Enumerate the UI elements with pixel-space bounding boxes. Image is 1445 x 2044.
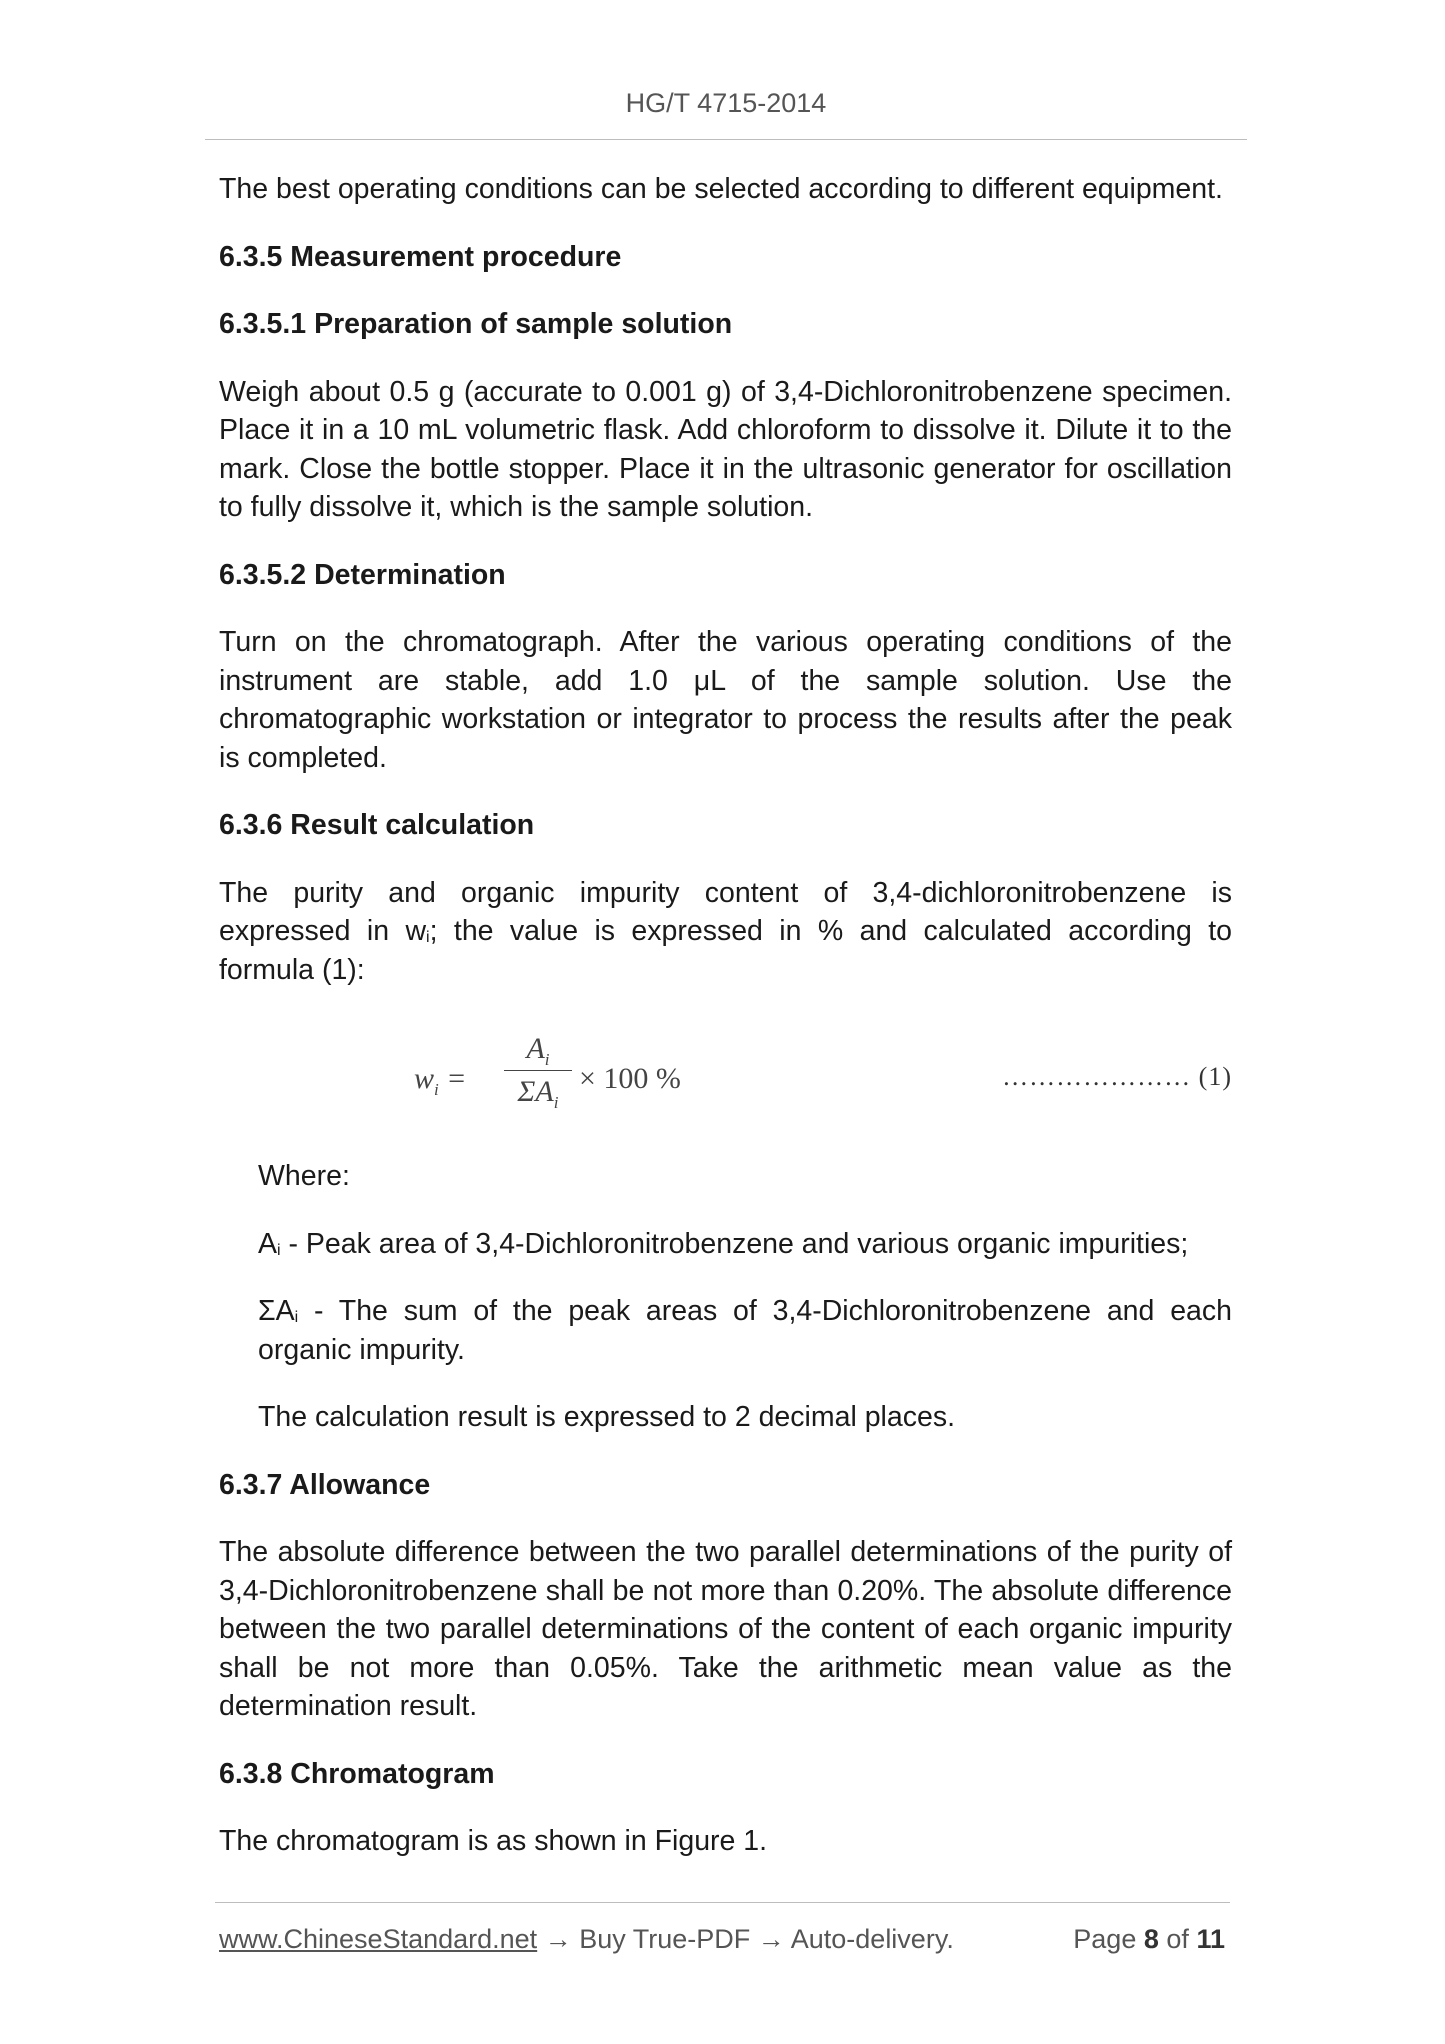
footer-divider xyxy=(215,1902,1230,1903)
formula-number: ………………… (1) xyxy=(1002,1062,1232,1091)
formula-1: $w_i$ = $A_i$ $\Sigma A_i$ × 100 % ………………… (1) xyxy=(219,1018,1232,1128)
website-link[interactable]: www.ChineseStandard.net xyxy=(219,1924,538,1954)
heading-6-3-5-1: 6.3.5.1 Preparation of sample solution xyxy=(219,308,733,340)
page-footer xyxy=(219,1924,1225,1955)
heading-6-3-8: 6.3.8 Chromatogram xyxy=(219,1757,495,1790)
header-divider xyxy=(205,139,1247,140)
definition-sum-ai: $\Sigma A_i$ - The sum of the peak areas of 3,4-Dichloronitrobenzene and each organic impurity. xyxy=(258,1295,1232,1366)
heading-6-3-5-2: 6.3.5.2 Determination xyxy=(219,558,506,591)
calculation-note: The calculation result is expressed to 2 decimal places. xyxy=(258,1401,956,1433)
page-header: HG/T 4715-2014 xyxy=(625,88,827,118)
heading-6-3-6: 6.3.6 Result calculation xyxy=(219,809,535,841)
page-indicator: Page 8 of 11 xyxy=(1073,1924,1225,1954)
paragraph-chromatogram: The chromatogram is as shown in Figure 1. xyxy=(219,1825,768,1857)
paragraph-sample-preparation: Weigh about 0.5 g (accurate to 0.001 g) of 3,4-Dichloronitrobenzene specimen. Place it in a 10 mL volumetric flask. Add chloroform to dissolve it. Dilute it to the mark. Close the bottle stopper. Place it in the ultrasonic generator for oscillation to fully dissolve it, which is the sample solution. xyxy=(219,375,1232,523)
footer-tagline: → Buy True-PDF → Auto-delivery. xyxy=(537,1924,954,1954)
heading-6-3-7: 6.3.7 Allowance xyxy=(219,1468,431,1501)
intro-paragraph: The best operating conditions can be selected according to different equipment. xyxy=(219,173,1223,205)
fraction-bar xyxy=(504,1070,572,1071)
definition-ai: $A_i$ - Peak area of 3,4-Dichloronitrobenzene and various organic impurities; xyxy=(258,1227,1189,1260)
heading-6-3-5: 6.3.5 Measurement procedure xyxy=(219,240,622,273)
paragraph-result-calculation: The purity and organic impurity content of 3,4-dichloronitrobenzene is expressed in $w_i$; the value is expressed in % and calculated according to formula (1): xyxy=(219,876,1232,986)
where-label: Where: xyxy=(258,1160,350,1192)
formula-fraction: $A_i$ $\Sigma A_i$ xyxy=(504,1030,572,1123)
paragraph-determination: Turn on the chromatograph. After the various operating conditions of the instrument are stable, add 1.0 μL of the sample solution. Use the chromatographic workstation or integrator to process the results after the peak is completed. xyxy=(219,626,1232,774)
document-body xyxy=(219,170,1232,1890)
paragraph-allowance: The absolute difference between the two parallel determinations of the purity of 3,4-Dichloronitrobenzene shall be not more than 0.20%. The absolute difference between the two parallel determinations of the content of each organic impurity shall be not more than 0.05%. Take the arithmetic mean value as the determination result. xyxy=(219,1536,1232,1722)
